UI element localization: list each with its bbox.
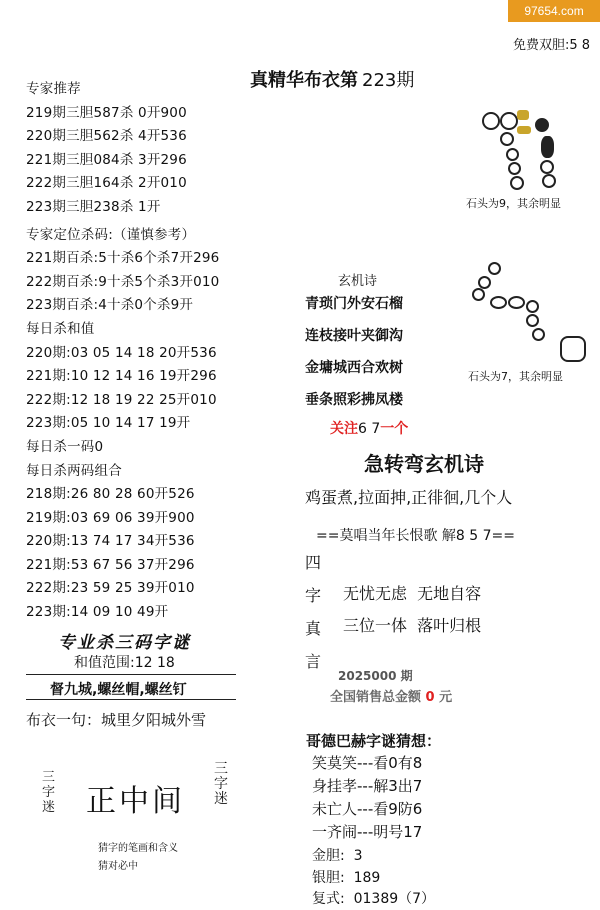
divider [26, 699, 236, 700]
focus-suffix: 一个 [380, 421, 409, 437]
period: 2025000 期 [338, 669, 413, 683]
two-code-line: 221期:53 67 56 37开296 [26, 556, 195, 573]
riddle-line: 督九城,螺丝帽,螺丝钉 [50, 682, 187, 698]
buyi-line: 布衣一句：城里夕阳城外雪 [26, 711, 207, 729]
watermark: 97654.com [508, 0, 600, 22]
two-code-line: 223期:14 09 10 49开 [26, 604, 169, 621]
mochang-line: ==莫唱当年长恨歌 解8 5 7== [316, 528, 515, 544]
four-char-line: 无忧无虑 无地自容 [343, 584, 482, 603]
focus-label: 关注 [330, 421, 358, 437]
two-code-line: 222期:23 59 25 39开010 [26, 580, 195, 597]
two-code-line: 219期:03 69 06 39开900 [26, 509, 195, 526]
compound-pick: 复式: 01389（7） [312, 891, 436, 907]
poem-line: 青琐门外安石榴 [305, 296, 403, 312]
position-line: 222期百杀:9十杀5个杀3开010 [26, 273, 220, 290]
left-column [26, 78, 296, 625]
poem-line: 连枝接叶夹御沟 [305, 328, 403, 344]
riddle-right-label: 三 字 迷 [214, 761, 228, 807]
expert-line: 220期三胆562杀 4开536 [26, 128, 187, 145]
sum-title: 每日杀和值 [26, 320, 95, 337]
four-char-label: 四 字 真 言 [305, 553, 322, 671]
two-code-line: 220期:13 74 17 34开536 [26, 533, 195, 550]
poem-line: 金墉城西合欢树 [305, 360, 403, 376]
two-code-title: 每日杀两码组合 [26, 462, 122, 479]
sales-amount: 0 [425, 690, 435, 705]
goedel-title: 哥德巴赫字谜猜想： [306, 732, 442, 750]
position-line: 221期百杀:5十杀6个杀7开296 [26, 250, 220, 267]
two-code-line: 218期:26 80 28 60开526 [26, 486, 195, 503]
center-word: 正中间 [86, 784, 185, 819]
stone-caption-2: 石头为7，其余明显 [468, 370, 563, 383]
position-title: 专家定位杀码:（谨慎参考） [26, 226, 196, 243]
goedel-line: 一齐闹---明号17 [312, 823, 423, 841]
sum-line: 220期:03 05 14 18 20开536 [26, 344, 217, 361]
sum-line: 223期:05 10 14 17 19开 [26, 415, 191, 432]
sales-label: 全国销售总金额 [330, 690, 422, 705]
position-line: 223期百杀:4十杀0个杀9开 [26, 297, 194, 314]
title-issue: 223期 [362, 70, 415, 91]
sum-range: 和值范围:12 18 [74, 655, 175, 671]
sum-line: 222期:12 18 19 22 25开010 [26, 391, 217, 408]
goedel-line: 未亡人---看9防6 [312, 800, 423, 818]
free-double: 免费双胆:5 8 [512, 38, 590, 53]
expert-line: 223期三胆238杀 1开 [26, 198, 161, 215]
expert-line: 222期三胆164杀 2开010 [26, 175, 187, 192]
sales-line [330, 686, 452, 705]
riddle-left-label: 三 字 迷 [42, 770, 56, 815]
sum-line: 221期:10 12 14 16 19开296 [26, 368, 217, 385]
sales-unit: 元 [439, 690, 453, 705]
four-char-line: 三位一体 落叶归根 [343, 616, 482, 635]
pro-title: 专业杀三码字谜 [58, 633, 191, 653]
stone-caption-1: 石头为9，其余明显 [466, 197, 561, 210]
gold-pick: 金胆: 3 [312, 848, 363, 864]
expert-title: 专家推荐 [26, 81, 81, 97]
jizhuan-title: 急转弯玄机诗 [364, 452, 484, 476]
focus-line [330, 418, 408, 438]
silver-pick: 银胆: 189 [312, 870, 381, 886]
hint-1: 猜字的笔画和含义 [98, 843, 178, 854]
expert-line: 219期三胆587杀 0开900 [26, 104, 187, 121]
jizhuan-line: 鸡蛋煮,拉面抻,正徘徊,几个人 [305, 488, 513, 507]
goedel-line: 身挂孝---解3出7 [312, 777, 423, 795]
divider [26, 674, 236, 675]
goedel-line: 笑莫笑---看0有8 [312, 754, 423, 772]
focus-nums: 6 7 [358, 421, 381, 437]
xuanji-title: 玄机诗 [338, 274, 378, 289]
hint-2: 猜对必中 [98, 861, 138, 872]
one-code: 每日杀一码0 [26, 438, 104, 455]
title-text: 真精华布衣第 [250, 70, 358, 91]
poem-line: 垂条照彩拂凤楼 [305, 392, 403, 408]
expert-line: 221期三胆084杀 3开296 [26, 151, 187, 168]
